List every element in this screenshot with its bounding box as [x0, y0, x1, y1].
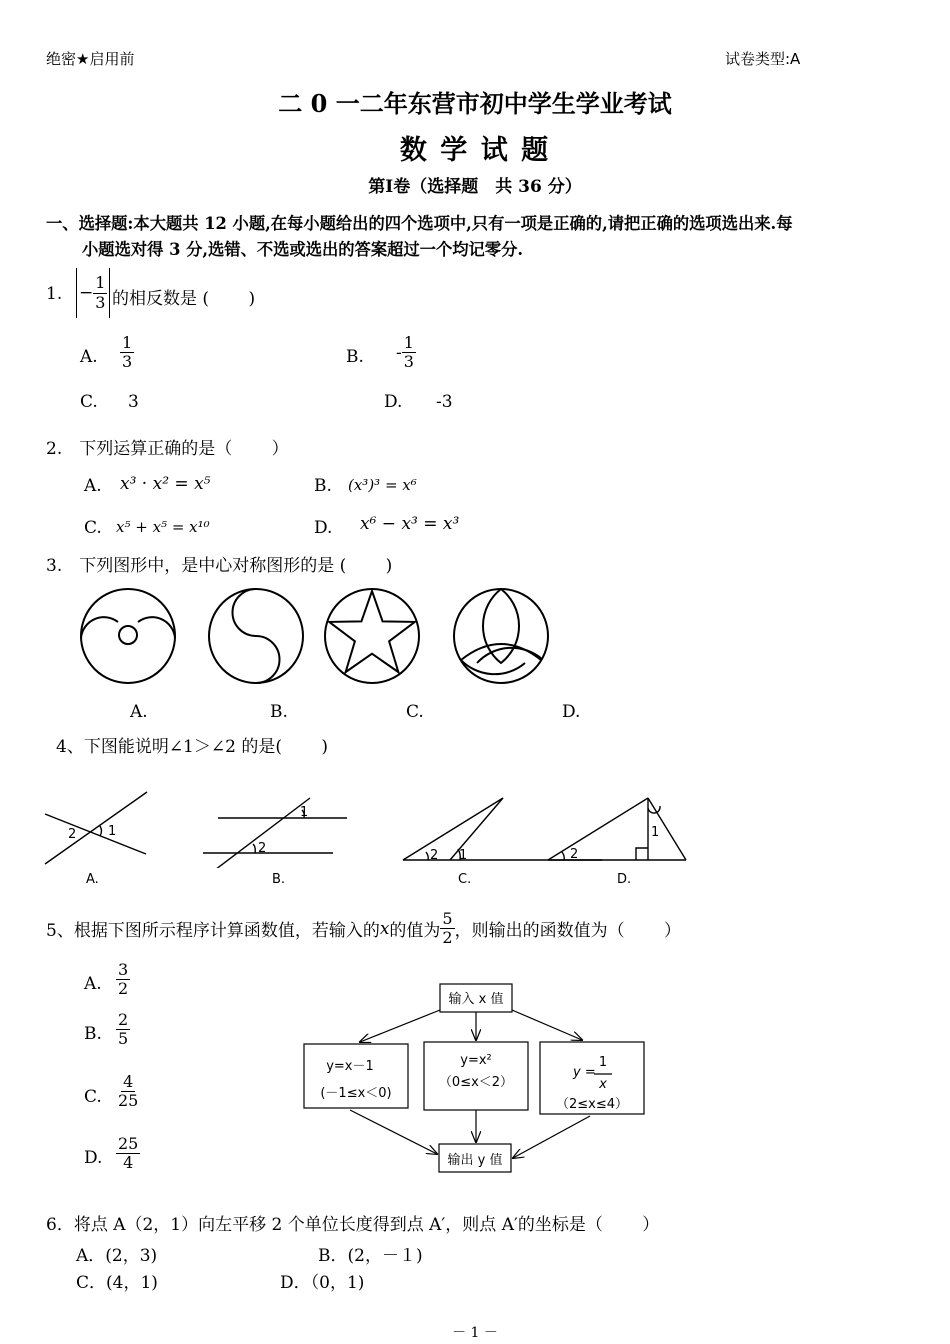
q6-option-d: D．（0，1) [280, 1273, 365, 1293]
q1-a-den: 3 [122, 352, 133, 372]
q4-d-angle1: 1 [651, 825, 660, 840]
q4-a-arc [100, 826, 102, 836]
q3-figure-c [325, 589, 419, 683]
q5-flowchart [300, 980, 650, 1176]
section-instructions-line1: 一、选择题:本大题共 12 小题,在每小题给出的四个选项中,只有一项是正确的,请把正确的选项选出来.每 [46, 214, 793, 233]
q1-b-num: 1 [403, 333, 414, 352]
q2-option-b-label: B. [314, 476, 332, 496]
q5-a-num: 3 [118, 960, 129, 979]
q1-option-d-label: D. [384, 392, 403, 412]
q2-stem: 2. 下列运算正确的是（ ） [46, 439, 289, 459]
flow-box2-range: （0≤x＜2） [438, 1075, 514, 1090]
q5-stem-mid: 的值为 [389, 921, 441, 942]
flow-box1-formula: y=x－1 [326, 1059, 374, 1074]
q4-label-a: A. [86, 872, 99, 887]
q3-figure-d [454, 589, 548, 683]
q5-stem-num: 5 [442, 909, 453, 928]
q2-option-c-label: C. [84, 518, 102, 538]
q1-option-a-label: A. [80, 347, 98, 367]
q5-b-num: 2 [118, 1010, 129, 1029]
q5-a-den: 2 [118, 979, 129, 999]
q1-option-d-value: -3 [436, 392, 453, 412]
q5-stem-pre: 5、根据下图所示程序计算函数值，若输入的 [46, 921, 380, 942]
q5-d-num: 25 [118, 1134, 139, 1153]
q5-option-d-label: D. [84, 1148, 103, 1168]
flow-output-text: 输出 y 值 [447, 1153, 503, 1168]
q3-label-b: B. [270, 702, 288, 722]
q5-option-c-label: C. [84, 1087, 102, 1107]
q1-fraction-num: 1 [95, 273, 106, 293]
paper-type-label: 试卷类型:A [725, 50, 801, 68]
q4-a-angle2: 2 [68, 827, 77, 842]
flow-box3-range: （2≤x≤4） [555, 1097, 629, 1112]
q1-option-c-value: 3 [128, 392, 139, 412]
q2-option-d-expr: x⁶ − x³ = x³ [360, 514, 460, 534]
q4-figures [40, 786, 700, 868]
q5-option-b-value [116, 1011, 130, 1049]
flow-box1-range: (－1≤x＜0) [320, 1086, 392, 1101]
q1-a-num: 1 [122, 333, 133, 352]
flow-box3-den: x [599, 1077, 607, 1092]
q2-option-a-label: A. [84, 476, 102, 496]
q3-label-c: C. [406, 702, 424, 722]
q5-c-den: 25 [118, 1091, 139, 1111]
q5-c-num: 4 [123, 1072, 134, 1091]
q5-b-den: 5 [118, 1029, 129, 1049]
q4-label-c: C. [458, 872, 472, 887]
q5-option-a-value [116, 961, 130, 999]
q5-stem-var: x [379, 918, 390, 939]
flow-box3-y: y = [573, 1065, 596, 1080]
volume-title: 第Ⅰ卷（选择题 共 36 分） [368, 177, 582, 197]
q1-stem: 的相反数是 ( ) [112, 289, 256, 309]
q2-option-b-expr: (x³)³ = x⁶ [348, 476, 417, 494]
q4-label-d: D. [617, 872, 632, 887]
q1-option-a-value [120, 334, 134, 372]
q4-stem: 4、下图能说明∠1＞∠2 的是( ) [56, 737, 329, 757]
q1-minus: − [79, 283, 94, 303]
q1-option-b-label: B. [346, 347, 364, 367]
q2-option-d-label: D. [314, 518, 333, 538]
q1-option-c-label: C. [80, 392, 98, 412]
q1-option-b-value [396, 334, 416, 372]
section-instructions-line2: 小题选对得 3 分,选错、不选或选出的答案超过一个均记零分. [82, 240, 524, 259]
q6-option-c: C．(4，1) [76, 1273, 158, 1293]
q1-number: 1. [46, 284, 63, 304]
q6-option-a: A．(2，3) [76, 1246, 158, 1266]
q4-c-angle1: 1 [459, 848, 468, 863]
q3-label-a: A. [130, 702, 148, 722]
q1-b-den: 3 [403, 352, 414, 372]
flow-box2-formula: y=x² [460, 1053, 492, 1068]
q6-option-b: B．(2，－１) [318, 1246, 423, 1266]
page-number: － 1 － [452, 1325, 498, 1341]
q5-option-d-value [116, 1135, 140, 1173]
flow-input-text: 输入 x 值 [448, 992, 504, 1007]
q4-c-angle2: 2 [430, 848, 439, 863]
q4-d-angle2: 2 [570, 847, 579, 862]
q1-absolute-value [76, 268, 110, 318]
exam-title: 二 0 一二年东营市初中学生学业考试 [278, 89, 672, 118]
q2-option-a-expr: x³ · x² = x⁵ [120, 474, 211, 494]
q4-a-line1 [45, 814, 146, 854]
q3-figures [70, 583, 570, 693]
q4-b-angle2: 2 [258, 841, 267, 856]
subject-title: 数 学 试 题 [399, 135, 551, 166]
q4-a-line2 [45, 792, 147, 864]
q6-stem: 6．将点 A（2，1）向左平移 2 个单位长度得到点 A′，则点 A′的坐标是（ ） [46, 1215, 660, 1235]
q4-b-angle1: 1 [300, 805, 309, 820]
q3-label-d: D. [562, 702, 581, 722]
q5-d-den: 4 [123, 1153, 134, 1173]
q4-a-angle1: 1 [108, 824, 117, 839]
q5-stem [46, 910, 681, 948]
confidential-label: 绝密★启用前 [46, 50, 135, 68]
q3-stem: 3. 下列图形中，是中心对称图形的是 ( ) [46, 556, 393, 576]
q5-option-a-label: A. [84, 974, 102, 994]
q3-figure-a [81, 589, 175, 683]
q5-option-b-label: B. [84, 1024, 102, 1044]
q5-option-c-value [116, 1073, 140, 1111]
q5-stem-post: ，则输出的函数值为（ ） [454, 921, 682, 942]
flow-box3-num: 1 [598, 1055, 608, 1070]
q1-fraction [93, 274, 107, 312]
q1-fraction-den: 3 [95, 292, 106, 312]
q5-stem-den: 2 [442, 928, 453, 948]
q4-label-b: B. [272, 872, 286, 887]
q1-b-sign: - [396, 342, 402, 363]
q2-option-c-expr: x⁵ + x⁵ = x¹⁰ [116, 518, 210, 536]
q3-figure-b [209, 589, 303, 683]
